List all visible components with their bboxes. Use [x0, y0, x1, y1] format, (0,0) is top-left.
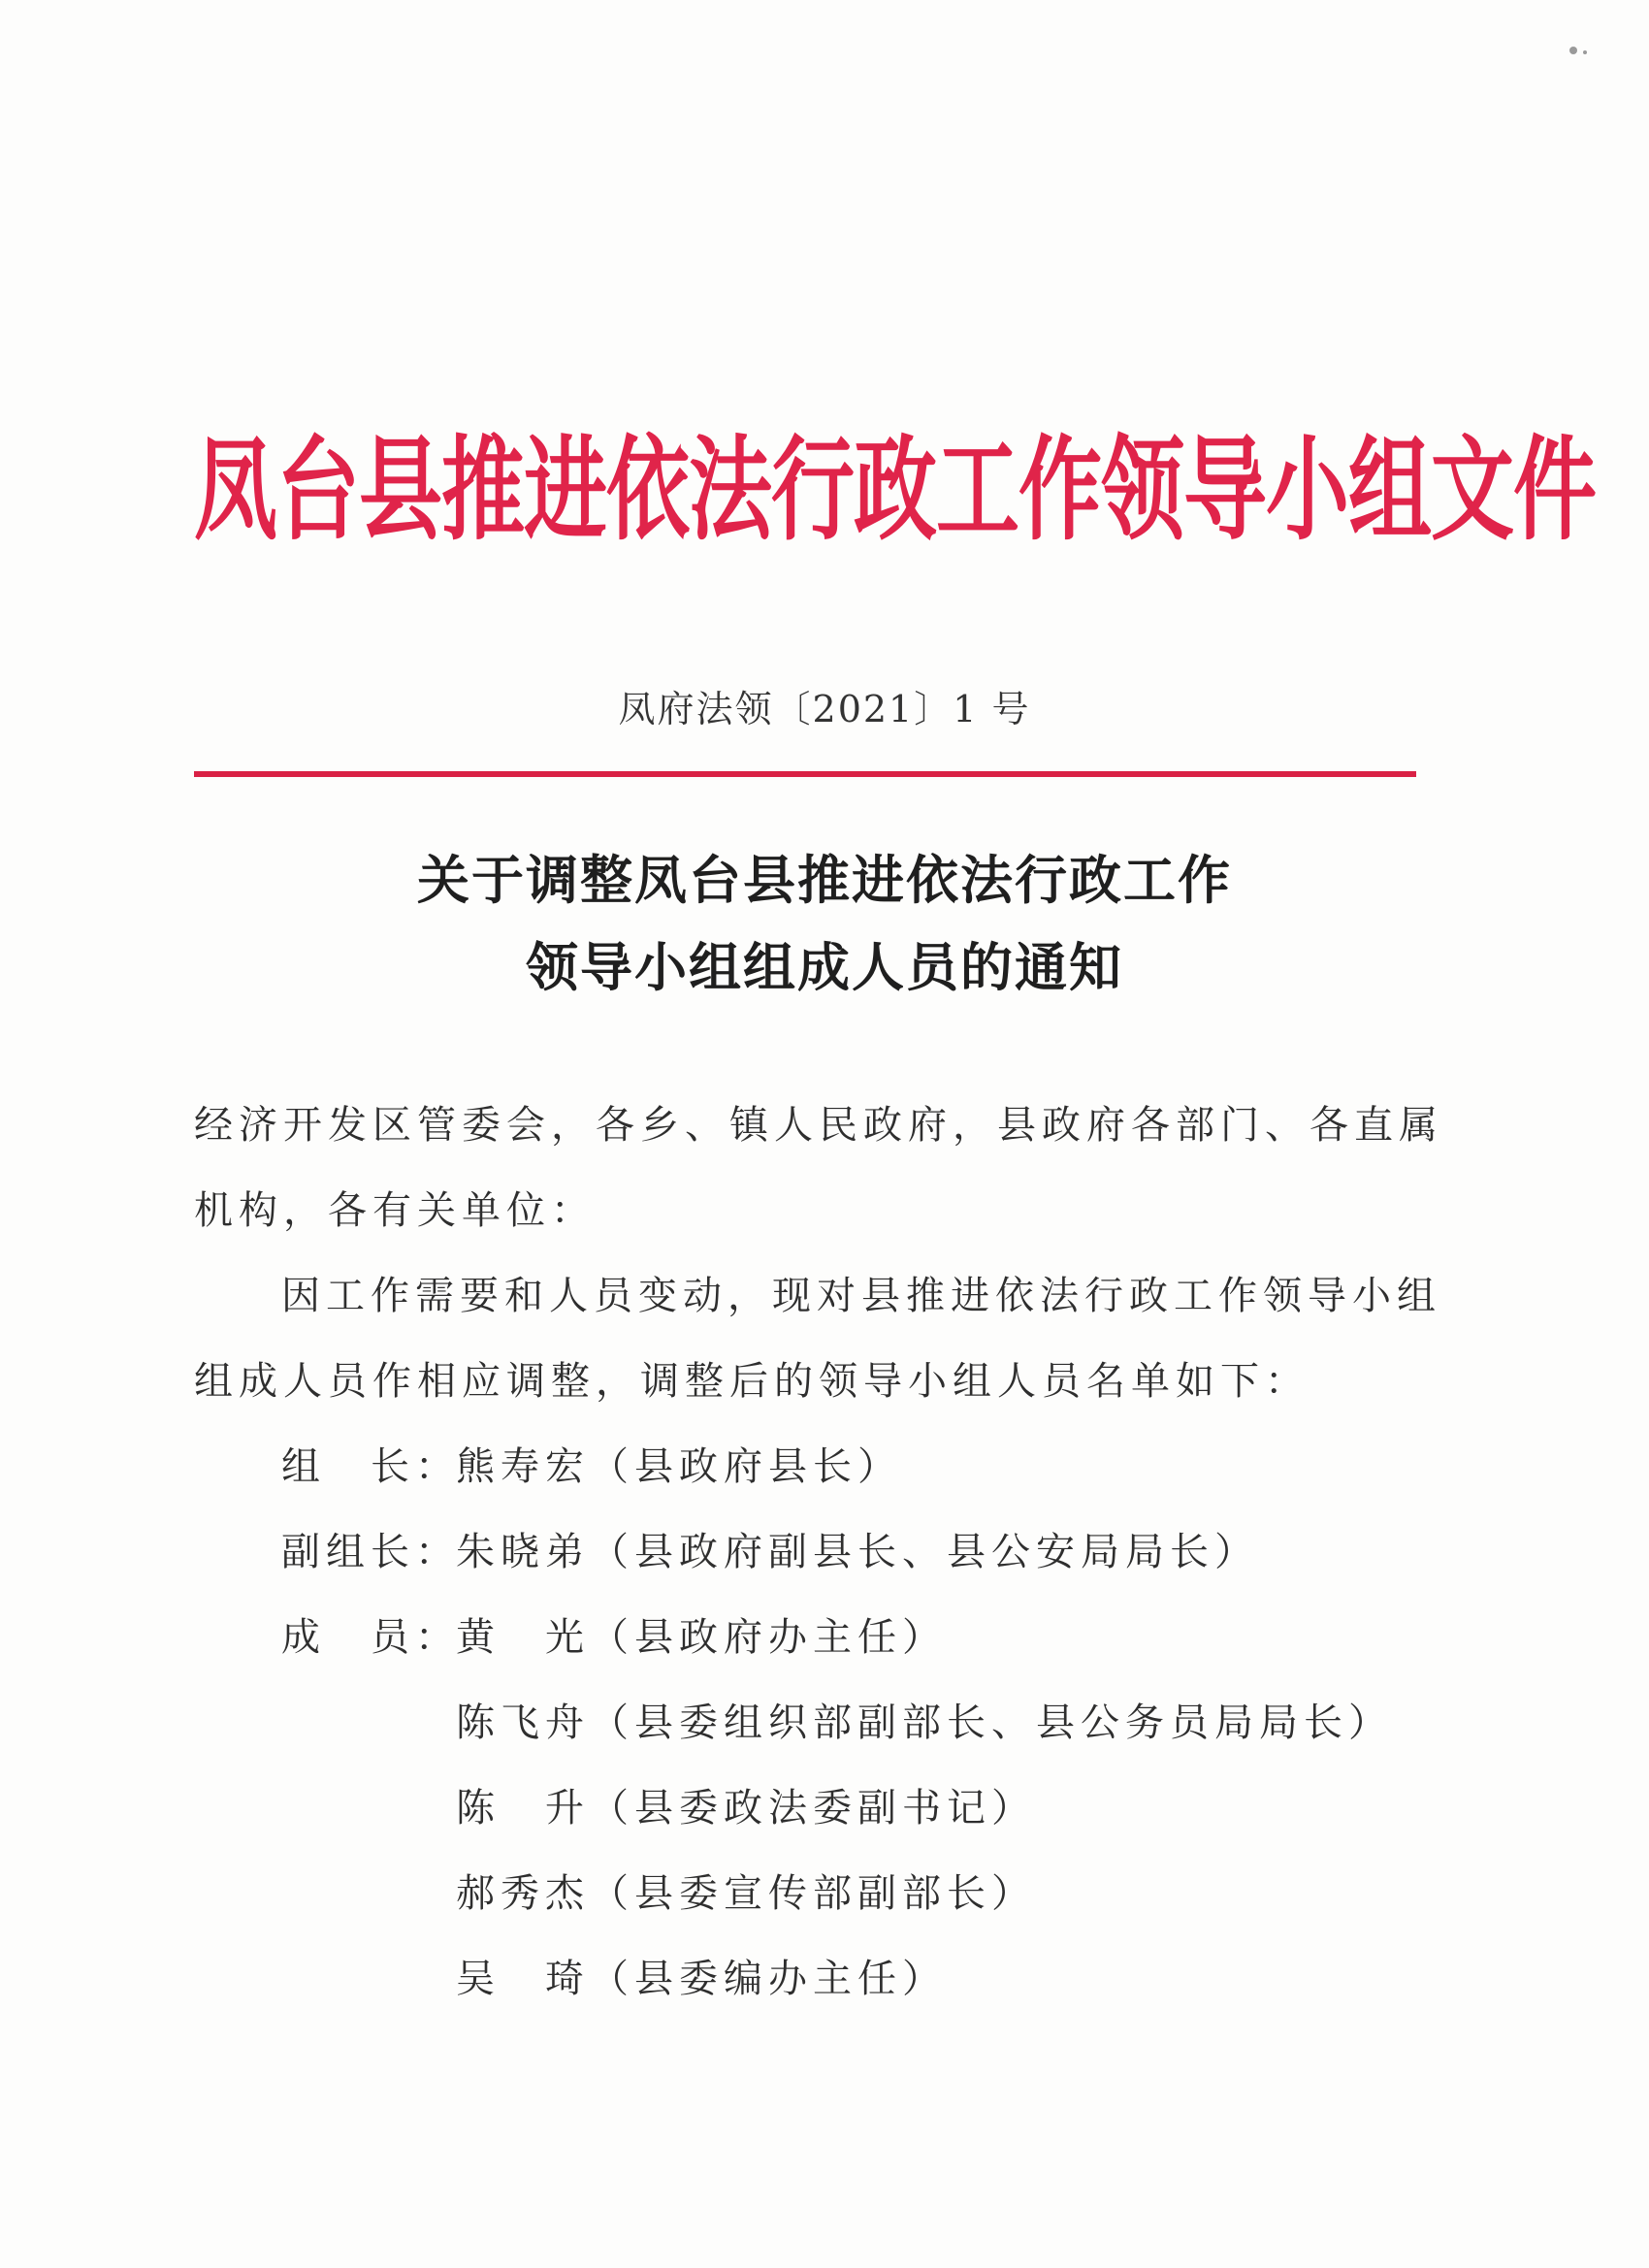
roster-entry: 朱晓弟（县政府副县长、县公安局局长）	[456, 1530, 1259, 1574]
roster-entry: 吴 琦（县委编办主任）	[456, 1957, 947, 2001]
document-number: 凤府法领〔2021〕1 号	[618, 688, 1031, 730]
red-separator-rule	[194, 771, 1416, 777]
roster-role: 副组长：	[281, 1530, 460, 1574]
addressee-line-2: 机构，各有关单位：	[194, 1188, 596, 1233]
roster-role: 组 长：	[281, 1444, 460, 1489]
paragraph-line-2: 组成人员作相应调整，调整后的领导小组人员名单如下：	[194, 1359, 1310, 1404]
roster-entry: 郝秀杰（县委宣传部副部长）	[456, 1871, 1036, 1916]
scan-speck	[1569, 47, 1577, 54]
roster-role: 成 员：	[281, 1615, 460, 1660]
notice-title-line-1: 关于调整凤台县推进依法行政工作	[417, 849, 1232, 911]
roster-entry: 陈 升（县委政法委副书记）	[456, 1786, 1036, 1831]
roster-entry: 陈飞舟（县委组织部副部长、县公务员局局长）	[456, 1701, 1393, 1745]
roster-entry: 黄 光（县政府办主任）	[456, 1615, 947, 1660]
addressee-line-1: 经济开发区管委会，各乡、镇人民政府，县政府各部门、各直属	[194, 1103, 1443, 1148]
notice-title-line-2: 领导小组组成人员的通知	[526, 936, 1123, 998]
scan-speck	[1583, 50, 1587, 54]
issuer-header-title: 凤台县推进依法行政工作领导小组文件	[194, 425, 1596, 557]
paragraph-line-1: 因工作需要和人员变动，现对县推进依法行政工作领导小组	[281, 1274, 1441, 1318]
roster-entry: 熊寿宏（县政府县长）	[456, 1444, 902, 1489]
